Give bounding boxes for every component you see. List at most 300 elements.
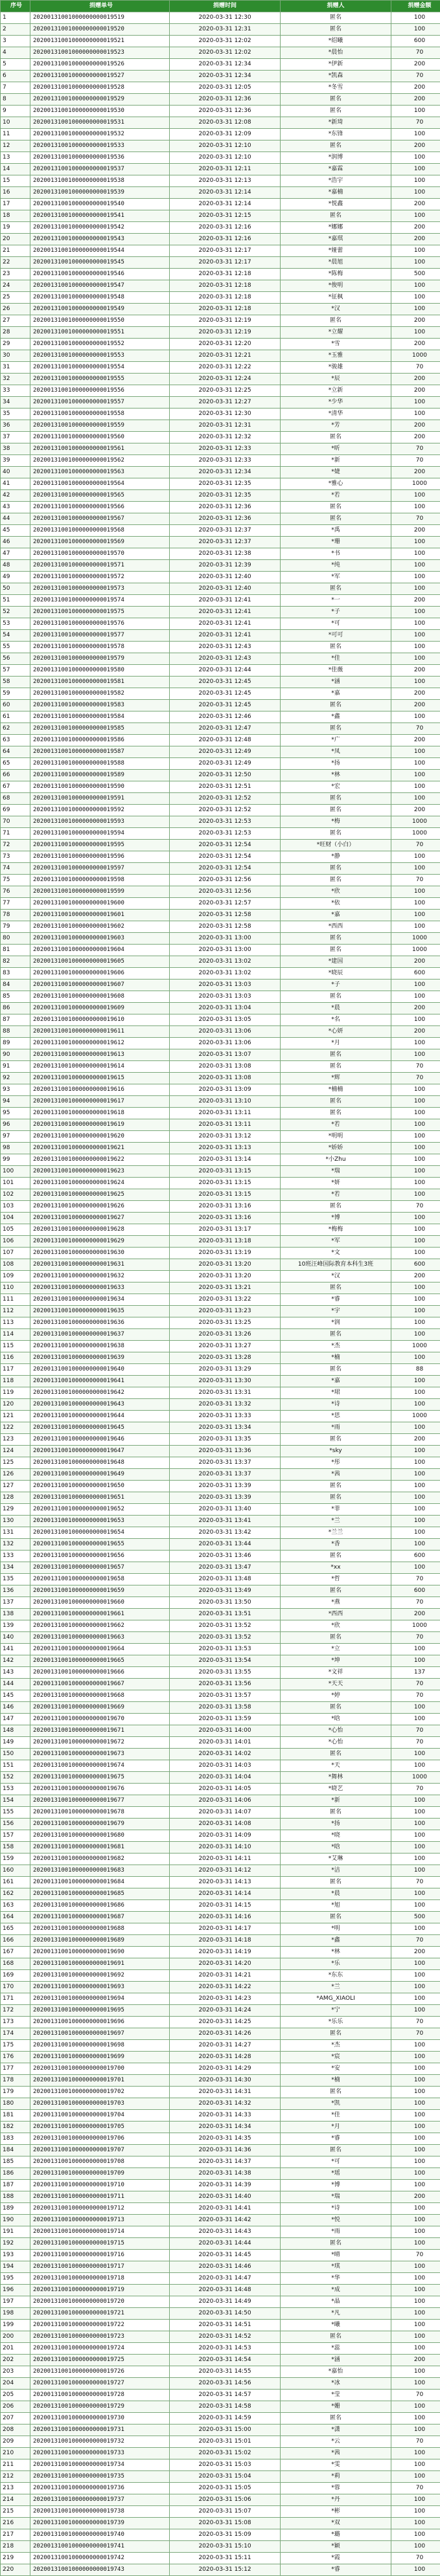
cell-time: 2020-03-31 15:04 [170,2471,281,2483]
cell-donor: *军 [281,1236,391,1248]
cell-order-id: 20200131001000000000019701 [30,2075,170,2087]
cell-serial: 55 [1,642,30,653]
cell-donor: *宏 [281,781,391,793]
cell-serial: 100 [1,1166,30,1178]
cell-order-id: 20200131001000000000019737 [30,2494,170,2506]
cell-donor: *立耀 [281,327,391,339]
table-row [1,175,440,187]
cell-donor: *瑶 [281,2168,391,2180]
table-row [1,851,440,863]
cell-order-id: 20200131001000000000019726 [30,2366,170,2378]
cell-serial: 6 [1,71,30,82]
cell-time: 2020-03-31 13:15 [170,1189,281,1201]
cell-serial: 113 [1,1317,30,1329]
table-row [1,2110,440,2122]
cell-donor: *月 [281,1038,391,1049]
table-row [1,2250,440,2261]
table-row [1,1795,440,1807]
cell-order-id: 20200131001000000000019677 [30,1795,170,1807]
cell-serial: 220 [1,2564,30,2576]
cell-time: 2020-03-31 14:29 [170,2063,281,2075]
cell-order-id: 20200131001000000000019630 [30,1248,170,1259]
table-row [1,513,440,525]
table-row [1,1481,440,1492]
cell-serial: 13 [1,152,30,164]
table-row [1,2145,440,2156]
cell-order-id: 20200131001000000000019665 [30,1655,170,1667]
cell-order-id: 20200131001000000000019628 [30,1224,170,1236]
cell-order-id: 20200131001000000000019660 [30,1597,170,1609]
cell-time: 2020-03-31 12:33 [170,443,281,455]
cell-serial: 53 [1,618,30,630]
table-row [1,82,440,94]
cell-time: 2020-03-31 15:12 [170,2564,281,2576]
cell-order-id: 20200131001000000000019603 [30,933,170,945]
cell-order-id: 20200131001000000000019567 [30,513,170,525]
cell-serial: 129 [1,1504,30,1516]
cell-amount: 100 [391,618,440,630]
cell-time: 2020-03-31 12:31 [170,420,281,432]
cell-donor: *立新 [281,385,391,397]
cell-serial: 165 [1,1923,30,1935]
cell-amount: 200 [391,688,440,700]
table-row [1,443,440,455]
cell-donor: *坤 [281,1655,391,1667]
table-row [1,1154,440,1166]
cell-amount: 100 [391,1014,440,1026]
cell-donor: *冬雪 [281,82,391,94]
cell-donor: 匿名 [281,793,391,805]
cell-amount: 100 [391,2459,440,2471]
cell-amount: 70 [391,1061,440,1073]
cell-amount: 100 [391,1399,440,1411]
cell-donor: 匿名 [281,140,391,152]
cell-serial: 183 [1,2133,30,2145]
cell-donor: *璐 [281,2529,391,2541]
cell-serial: 199 [1,2320,30,2331]
table-row [1,432,440,443]
cell-time: 2020-03-31 14:12 [170,1865,281,1877]
table-row [1,618,440,630]
table-row [1,1049,440,1061]
cell-time: 2020-03-31 14:33 [170,2110,281,2122]
cell-time: 2020-03-31 12:49 [170,758,281,770]
cell-order-id: 20200131001000000000019735 [30,2471,170,2483]
cell-donor: *悦鑫 [281,199,391,210]
cell-amount: 100 [391,1492,440,1504]
cell-donor: *兰 [281,1982,391,1993]
table-row [1,1947,440,1958]
table-row [1,2436,440,2448]
cell-donor: *芳 [281,420,391,432]
cell-serial: 124 [1,1446,30,1457]
cell-serial: 170 [1,1982,30,1993]
cell-time: 2020-03-31 14:24 [170,2005,281,2017]
cell-serial: 95 [1,1108,30,1119]
cell-order-id: 20200131001000000000019647 [30,1446,170,1457]
cell-amount: 100 [391,746,440,758]
cell-amount: 100 [391,1481,440,1492]
table-row [1,1854,440,1865]
cell-time: 2020-03-31 12:45 [170,700,281,711]
cell-amount: 100 [391,1352,440,1364]
table-row [1,2471,440,2483]
cell-serial: 135 [1,1574,30,1585]
cell-order-id: 20200131001000000000019664 [30,1644,170,1655]
cell-time: 2020-03-31 12:46 [170,711,281,723]
cell-donor: *杰 [281,1341,391,1352]
cell-time: 2020-03-31 14:57 [170,2390,281,2401]
cell-serial: 27 [1,315,30,327]
cell-serial: 202 [1,2355,30,2366]
cell-amount: 100 [391,921,440,933]
cell-amount: 100 [391,1970,440,1982]
table-row [1,362,440,374]
cell-donor: *玉雅 [281,350,391,362]
cell-order-id: 20200131001000000000019579 [30,653,170,665]
cell-time: 2020-03-31 14:18 [170,1935,281,1947]
cell-amount: 200 [391,595,440,607]
cell-time: 2020-03-31 13:03 [170,980,281,991]
cell-order-id: 20200131001000000000019642 [30,1387,170,1399]
cell-order-id: 20200131001000000000019554 [30,362,170,374]
table-row [1,1807,440,1819]
cell-amount: 100 [391,1306,440,1317]
cell-donor: *雯 [281,2459,391,2471]
cell-time: 2020-03-31 13:20 [170,1271,281,1282]
table-row [1,59,440,71]
cell-amount: 200 [391,700,440,711]
cell-serial: 29 [1,339,30,350]
cell-donor: 匿名 [281,875,391,886]
cell-time: 2020-03-31 14:25 [170,2017,281,2028]
cell-serial: 194 [1,2261,30,2273]
cell-amount: 100 [391,1993,440,2005]
table-row [1,1271,440,1282]
cell-amount: 100 [391,898,440,910]
table-row [1,2518,440,2529]
cell-serial: 141 [1,1644,30,1655]
cell-serial: 109 [1,1271,30,1282]
table-row [1,1900,440,1912]
cell-order-id: 20200131001000000000019676 [30,1784,170,1795]
cell-order-id: 20200131001000000000019589 [30,770,170,781]
cell-donor: *若 [281,490,391,502]
cell-time: 2020-03-31 12:47 [170,723,281,735]
cell-amount: 100 [391,1655,440,1667]
table-row [1,1655,440,1667]
cell-amount: 100 [391,863,440,875]
cell-order-id: 20200131001000000000019558 [30,409,170,420]
cell-serial: 14 [1,164,30,175]
table-row [1,304,440,315]
cell-time: 2020-03-31 14:43 [170,2226,281,2238]
cell-amount: 200 [391,222,440,234]
cell-time: 2020-03-31 12:54 [170,840,281,851]
table-row [1,2098,440,2110]
cell-amount: 70 [391,1690,440,1702]
table-row [1,2180,440,2191]
cell-time: 2020-03-31 14:28 [170,2052,281,2063]
cell-serial: 116 [1,1352,30,1364]
cell-donor: 匿名 [281,933,391,945]
cell-time: 2020-03-31 12:52 [170,805,281,816]
cell-serial: 162 [1,1888,30,1900]
table-row [1,2541,440,2553]
cell-serial: 143 [1,1667,30,1679]
cell-order-id: 20200131001000000000019546 [30,269,170,280]
cell-serial: 173 [1,2017,30,2028]
cell-amount: 100 [391,2448,440,2459]
cell-amount: 100 [391,164,440,175]
cell-donor: *莹 [281,2390,391,2401]
cell-order-id: 20200131001000000000019543 [30,234,170,245]
cell-time: 2020-03-31 14:03 [170,1760,281,1772]
cell-amount: 600 [391,36,440,47]
cell-donor: *双 [281,2518,391,2529]
cell-donor: *西西 [281,921,391,933]
cell-donor: *梅梅 [281,1224,391,1236]
cell-order-id: 20200131001000000000019537 [30,164,170,175]
cell-serial: 56 [1,653,30,665]
cell-serial: 40 [1,467,30,478]
cell-amount: 100 [391,1387,440,1399]
cell-donor: 匿名 [281,1481,391,1492]
cell-order-id: 20200131001000000000019528 [30,82,170,94]
cell-donor: *颖 [281,2541,391,2553]
cell-donor: 10班汪峰国际教育本科生3班 [281,1259,391,1271]
cell-donor: *欣 [281,886,391,898]
cell-donor: *鑫 [281,711,391,723]
cell-amount: 100 [391,2052,440,2063]
cell-amount: 70 [391,2553,440,2564]
cell-serial: 161 [1,1877,30,1888]
cell-order-id: 20200131001000000000019669 [30,1702,170,1714]
cell-donor: 匿名 [281,1329,391,1341]
cell-serial: 157 [1,1830,30,1842]
cell-serial: 72 [1,840,30,851]
cell-order-id: 20200131001000000000019612 [30,1038,170,1049]
cell-time: 2020-03-31 12:51 [170,781,281,793]
cell-serial: 204 [1,2378,30,2390]
cell-time: 2020-03-31 12:36 [170,94,281,106]
cell-serial: 52 [1,607,30,618]
cell-serial: 176 [1,2052,30,2063]
cell-donor: *蓉 [281,2483,391,2494]
cell-donor: *嘉琪 [281,234,391,245]
table-row [1,71,440,82]
cell-donor: *旭 [281,1900,391,1912]
cell-time: 2020-03-31 12:09 [170,129,281,140]
cell-time: 2020-03-31 13:12 [170,1131,281,1143]
table-row [1,1282,440,1294]
cell-order-id: 20200131001000000000019708 [30,2156,170,2168]
cell-amount: 100 [391,106,440,117]
table-row [1,339,440,350]
cell-serial: 190 [1,2215,30,2226]
cell-time: 2020-03-31 14:53 [170,2343,281,2355]
cell-time: 2020-03-31 14:36 [170,2145,281,2156]
cell-donor: 匿名 [281,432,391,443]
table-row [1,2494,440,2506]
cell-amount: 100 [391,910,440,921]
cell-time: 2020-03-31 12:18 [170,304,281,315]
cell-donor: *静 [281,851,391,863]
cell-amount: 100 [391,2005,440,2017]
cell-amount: 200 [391,59,440,71]
cell-amount: 100 [391,2075,440,2087]
cell-time: 2020-03-31 12:20 [170,339,281,350]
cell-amount: 100 [391,572,440,583]
cell-order-id: 20200131001000000000019578 [30,642,170,653]
table-row [1,1434,440,1446]
cell-order-id: 20200131001000000000019555 [30,374,170,385]
cell-time: 2020-03-31 13:42 [170,1527,281,1539]
table-row [1,2063,440,2075]
cell-serial: 121 [1,1411,30,1422]
cell-order-id: 20200131001000000000019646 [30,1434,170,1446]
cell-donor: *立 [281,1644,391,1655]
cell-order-id: 20200131001000000000019585 [30,723,170,735]
cell-order-id: 20200131001000000000019570 [30,548,170,560]
table-row [1,315,440,327]
cell-amount: 70 [391,1201,440,1213]
table-row [1,1690,440,1702]
cell-serial: 1 [1,12,30,24]
cell-time: 2020-03-31 12:34 [170,59,281,71]
cell-donor: *安 [281,2063,391,2075]
cell-time: 2020-03-31 12:41 [170,595,281,607]
cell-amount: 100 [391,1888,440,1900]
cell-order-id: 20200131001000000000019565 [30,490,170,502]
cell-time: 2020-03-31 12:48 [170,735,281,746]
cell-time: 2020-03-31 14:46 [170,2261,281,2273]
cell-amount: 200 [391,199,440,210]
cell-time: 2020-03-31 15:10 [170,2541,281,2553]
cell-donor: *丹 [281,2494,391,2506]
cell-serial: 47 [1,548,30,560]
cell-amount: 200 [391,1609,440,1620]
cell-serial: 140 [1,1632,30,1644]
cell-amount: 100 [391,1049,440,1061]
cell-order-id: 20200131001000000000019666 [30,1667,170,1679]
cell-order-id: 20200131001000000000019668 [30,1690,170,1702]
cell-time: 2020-03-31 14:50 [170,2308,281,2320]
cell-donor: *辰 [281,374,391,385]
table-row [1,1492,440,1504]
cell-amount: 70 [391,723,440,735]
table-row [1,746,440,758]
cell-amount: 200 [391,735,440,746]
cell-donor: *涵 [281,2355,391,2366]
cell-donor: *瑞 [281,1166,391,1178]
cell-time: 2020-03-31 12:24 [170,374,281,385]
cell-time: 2020-03-31 14:23 [170,1993,281,2005]
cell-serial: 92 [1,1073,30,1084]
cell-donor: *凯 [281,2098,391,2110]
cell-serial: 214 [1,2494,30,2506]
cell-order-id: 20200131001000000000019718 [30,2273,170,2285]
cell-serial: 138 [1,1609,30,1620]
cell-amount: 100 [391,1178,440,1189]
cell-order-id: 20200131001000000000019663 [30,1632,170,1644]
cell-amount: 100 [391,537,440,548]
cell-order-id: 20200131001000000000019548 [30,292,170,304]
cell-time: 2020-03-31 15:00 [170,2425,281,2436]
cell-order-id: 20200131001000000000019639 [30,1352,170,1364]
cell-serial: 60 [1,700,30,711]
table-row [1,1178,440,1189]
cell-amount: 100 [391,397,440,409]
table-row [1,1376,440,1387]
cell-time: 2020-03-31 12:37 [170,537,281,548]
cell-donor: *汉 [281,1271,391,1282]
cell-order-id: 20200131001000000000019623 [30,1166,170,1178]
table-row [1,2320,440,2331]
cell-amount: 100 [391,2541,440,2553]
cell-amount: 100 [391,187,440,199]
cell-order-id: 20200131001000000000019520 [30,24,170,36]
cell-time: 2020-03-31 12:53 [170,816,281,828]
cell-serial: 137 [1,1597,30,1609]
cell-order-id: 20200131001000000000019648 [30,1457,170,1469]
cell-order-id: 20200131001000000000019654 [30,1527,170,1539]
cell-donor: 匿名 [281,2331,391,2343]
cell-order-id: 20200131001000000000019531 [30,117,170,129]
cell-serial: 76 [1,886,30,898]
table-row [1,1760,440,1772]
cell-time: 2020-03-31 14:45 [170,2250,281,2261]
cell-amount: 100 [391,1702,440,1714]
cell-amount: 100 [391,1376,440,1387]
cell-order-id: 20200131001000000000019611 [30,1026,170,1038]
cell-time: 2020-03-31 12:58 [170,910,281,921]
cell-time: 2020-03-31 13:48 [170,1574,281,1585]
table-row [1,1888,440,1900]
cell-time: 2020-03-31 13:44 [170,1539,281,1551]
table-row [1,2355,440,2366]
cell-time: 2020-03-31 13:55 [170,1667,281,1679]
cell-amount: 100 [391,1504,440,1516]
cell-time: 2020-03-31 14:41 [170,2203,281,2215]
cell-donor: *西西 [281,1609,391,1620]
cell-order-id: 20200131001000000000019544 [30,245,170,257]
cell-amount: 1000 [391,828,440,840]
cell-serial: 127 [1,1481,30,1492]
table-row [1,2215,440,2226]
cell-serial: 69 [1,805,30,816]
cell-serial: 8 [1,94,30,106]
cell-time: 2020-03-31 13:27 [170,1341,281,1352]
table-row [1,1166,440,1178]
table-row [1,467,440,478]
cell-amount: 70 [391,2250,440,2261]
cell-donor: *云 [281,2436,391,2448]
table-row [1,1073,440,1084]
table-row [1,269,440,280]
cell-donor: *睿 [281,1294,391,1306]
table-row [1,1877,440,1888]
cell-time: 2020-03-31 13:39 [170,1492,281,1504]
cell-donor: *昕 [281,443,391,455]
cell-serial: 91 [1,1061,30,1073]
cell-time: 2020-03-31 12:18 [170,269,281,280]
table-row [1,2529,440,2541]
cell-order-id: 20200131001000000000019685 [30,1888,170,1900]
cell-serial: 98 [1,1143,30,1154]
table-row [1,2553,440,2564]
cell-amount: 100 [391,711,440,723]
